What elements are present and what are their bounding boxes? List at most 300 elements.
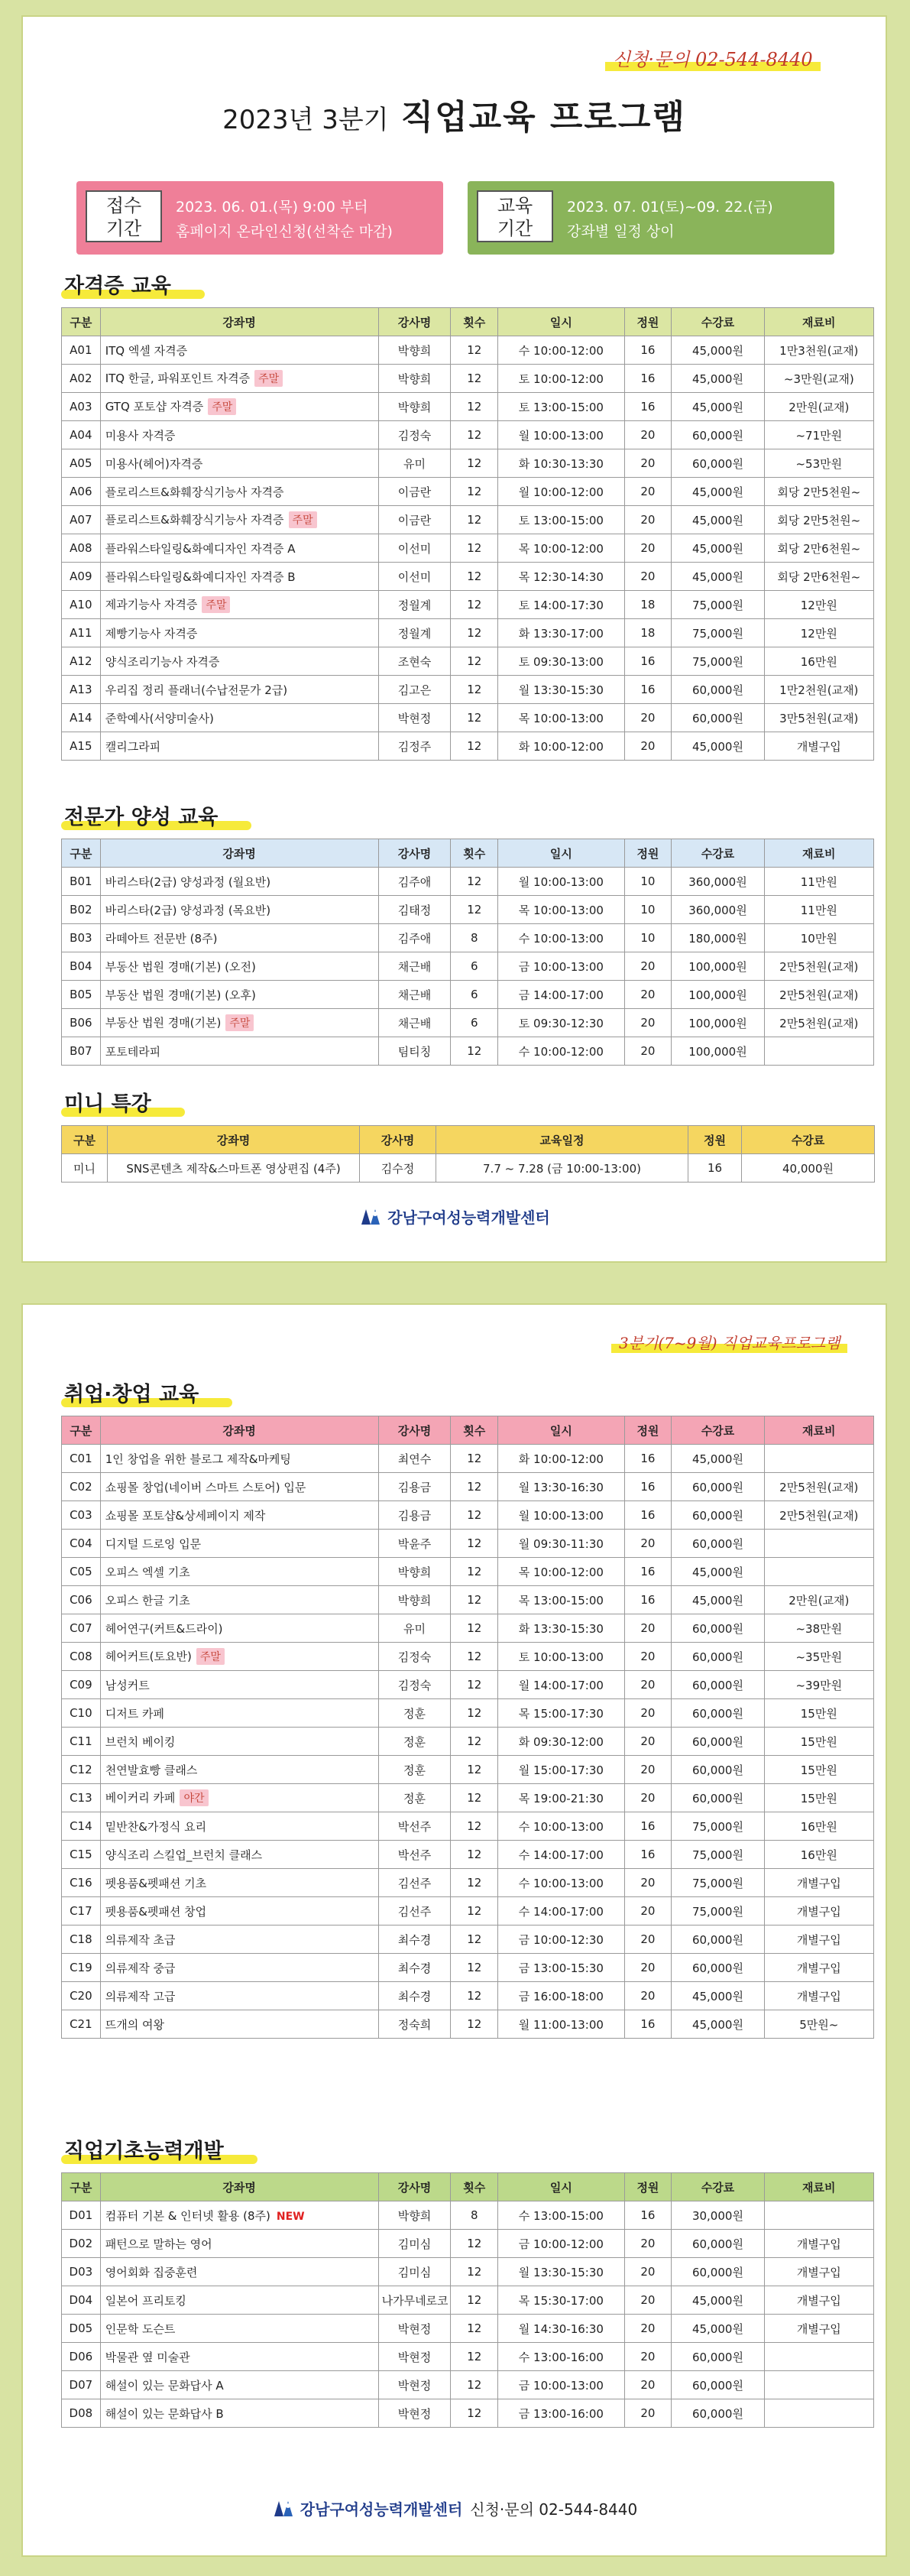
table-cell: 20	[624, 1643, 672, 1671]
table-row	[62, 981, 874, 1009]
course-name: 패턴으로 말하는 영어	[105, 2237, 212, 2251]
table-cell: 16	[624, 393, 672, 421]
table-cell: 11만원	[764, 868, 873, 896]
schedule-tag: 주말	[196, 1648, 225, 1665]
table-cell: 20	[624, 2343, 672, 2371]
table-cell: 수 10:00-13:00	[498, 924, 624, 952]
table-cell: C04	[62, 1530, 101, 1558]
table-cell: 360,000원	[672, 868, 764, 896]
table-cell: 이선미	[378, 534, 451, 563]
table-cell: 100,000원	[672, 952, 764, 981]
registration-method: 홈페이지 온라인신청(선착순 마감)	[176, 223, 393, 240]
cert-table	[61, 307, 874, 761]
job-table	[61, 1416, 874, 2039]
table-cell: 화 10:00-12:00	[498, 1445, 624, 1473]
column-header: 구분	[62, 839, 101, 868]
table-row	[62, 619, 874, 647]
org-logo-icon	[358, 1206, 383, 1231]
table-cell: A06	[62, 478, 101, 506]
table-cell: 16만원	[764, 1841, 873, 1869]
table-cell	[100, 449, 378, 478]
table-cell: 금 10:00-12:30	[498, 1926, 624, 1954]
table-row	[62, 393, 874, 421]
column-header: 수강료	[742, 1126, 875, 1154]
table-cell: 김수정	[360, 1154, 436, 1183]
table-cell: 20	[624, 506, 672, 534]
table-cell: 45,000원	[672, 1558, 764, 1586]
course-name: 1인 창업을 위한 블로그 제작&마케팅	[105, 1452, 291, 1466]
table-cell: 월 10:00-13:00	[498, 868, 624, 896]
table-cell: C02	[62, 1473, 101, 1501]
table-cell: 20	[624, 1926, 672, 1954]
table-cell	[100, 1037, 378, 1066]
table-cell: 목 19:00-21:30	[498, 1784, 624, 1812]
footer-org: 강남구여성능력개발센터	[300, 2500, 463, 2519]
table-cell: 20	[624, 534, 672, 563]
table-cell	[100, 1009, 378, 1037]
table-cell: 회당 2만6천원~	[764, 563, 873, 591]
table-cell	[100, 591, 378, 619]
table-cell: 금 10:00-12:00	[498, 2230, 624, 2258]
table-cell: 김주애	[378, 924, 451, 952]
table-cell: 12	[451, 2343, 498, 2371]
table-cell: 10	[624, 868, 672, 896]
table-cell: 60,000원	[672, 676, 764, 704]
table-cell	[100, 1926, 378, 1954]
course-name: 오피스 엑셀 기초	[105, 1565, 190, 1579]
table-cell: 45,000원	[672, 2315, 764, 2343]
table-cell: 박현정	[378, 2343, 451, 2371]
table-cell: 15만원	[764, 1699, 873, 1728]
table-row	[62, 534, 874, 563]
table-cell: 월 14:00-17:00	[498, 1671, 624, 1699]
table-cell: 2만5천원(교재)	[764, 981, 873, 1009]
table-cell: D04	[62, 2286, 101, 2315]
table-cell: 조현숙	[378, 647, 451, 676]
table-cell: 이금란	[378, 478, 451, 506]
table-cell: C21	[62, 2010, 101, 2039]
table-cell: A08	[62, 534, 101, 563]
table-cell: 개별구입	[764, 1869, 873, 1897]
table-cell: 금 16:00-18:00	[498, 1982, 624, 2010]
table-cell	[764, 1530, 873, 1558]
table-row	[62, 1728, 874, 1756]
table-cell: 16만원	[764, 647, 873, 676]
table-cell: 토 10:00-12:00	[498, 365, 624, 393]
table-cell: 8	[451, 924, 498, 952]
table-cell	[100, 2230, 378, 2258]
table-cell: 12	[451, 2258, 498, 2286]
mini-table	[61, 1125, 875, 1183]
column-header: 일시	[498, 1416, 624, 1445]
table-cell	[100, 506, 378, 534]
table-cell: 60,000원	[672, 704, 764, 732]
table-row	[62, 2201, 874, 2230]
table-cell: 60,000원	[672, 2230, 764, 2258]
table-cell: 12	[451, 1501, 498, 1530]
table-cell: 수 10:00-12:00	[498, 336, 624, 365]
table-cell: 12	[451, 1926, 498, 1954]
table-cell: 김고은	[378, 676, 451, 704]
table-cell: 20	[624, 2399, 672, 2428]
course-name: 캘리그라피	[105, 739, 161, 754]
table-cell: 박선주	[378, 1812, 451, 1841]
footer	[23, 1205, 886, 1231]
table-cell: C06	[62, 1586, 101, 1614]
table-row	[62, 1841, 874, 1869]
table-cell: 김주애	[378, 868, 451, 896]
table-cell: 목 10:00-13:00	[498, 896, 624, 924]
table-cell: 45,000원	[672, 1586, 764, 1614]
column-header: 구분	[62, 1416, 101, 1445]
table-cell: 10	[624, 924, 672, 952]
table-cell: 12	[451, 1037, 498, 1066]
section-title-mini: 미니 특강	[61, 1087, 154, 1117]
table-cell	[100, 676, 378, 704]
course-name: 베이커리 카페	[105, 1791, 176, 1805]
column-header: 강사명	[360, 1126, 436, 1154]
column-header: 횟수	[451, 2173, 498, 2201]
table-cell	[100, 1841, 378, 1869]
table-cell: 금 13:00-15:30	[498, 1954, 624, 1982]
table-cell: 수 13:00-15:00	[498, 2201, 624, 2230]
table-cell	[764, 1445, 873, 1473]
table-cell: 수 14:00-17:00	[498, 1841, 624, 1869]
table-row	[62, 1897, 874, 1926]
table-cell: 75,000원	[672, 591, 764, 619]
table-cell: 금 10:00-13:00	[498, 2371, 624, 2399]
table-cell: 12	[451, 506, 498, 534]
table-cell: 12	[451, 868, 498, 896]
table-row	[62, 1009, 874, 1037]
course-name: 부동산 법원 경매(기본)	[105, 1016, 222, 1030]
table-cell: 12	[451, 563, 498, 591]
table-row	[62, 478, 874, 506]
table-cell: 12	[451, 421, 498, 449]
table-cell: 박향희	[378, 1558, 451, 1586]
table-cell: 12	[451, 393, 498, 421]
column-header: 일시	[498, 308, 624, 336]
table-cell: A09	[62, 563, 101, 591]
table-cell: 12	[451, 2286, 498, 2315]
table-cell: 수 10:00-12:00	[498, 1037, 624, 1066]
course-name: 라떼아트 전문반 (8주)	[105, 931, 218, 946]
table-cell: B05	[62, 981, 101, 1009]
table-cell: 20	[624, 1869, 672, 1897]
table-cell: D03	[62, 2258, 101, 2286]
table-cell: 12	[451, 1530, 498, 1558]
table-cell: 12	[451, 1784, 498, 1812]
table-cell: 월 10:00-13:00	[498, 421, 624, 449]
table-cell: 16	[624, 1586, 672, 1614]
table-cell: SNS콘텐츠 제작&스마트폰 영상편집 (4주)	[108, 1154, 360, 1183]
table-cell: 45,000원	[672, 1445, 764, 1473]
column-header: 정원	[688, 1126, 742, 1154]
table-cell: 개별구입	[764, 2258, 873, 2286]
table-cell: 목 15:30-17:00	[498, 2286, 624, 2315]
table-cell: 20	[624, 2230, 672, 2258]
table-cell: 12	[451, 732, 498, 761]
course-name: 인문학 도슨트	[105, 2321, 176, 2336]
table-cell: 토 13:00-15:00	[498, 393, 624, 421]
table-cell: 20	[624, 2371, 672, 2399]
table-cell: C09	[62, 1671, 101, 1699]
table-cell: 토 13:00-15:00	[498, 506, 624, 534]
table-cell: 김미심	[378, 2258, 451, 2286]
table-cell: 16	[624, 2010, 672, 2039]
table-cell	[764, 1558, 873, 1586]
table-cell: 김정숙	[378, 421, 451, 449]
table-cell: D01	[62, 2201, 101, 2230]
column-header: 재료비	[764, 308, 873, 336]
table-cell	[100, 1699, 378, 1728]
table-cell: 김정주	[378, 732, 451, 761]
table-cell: 60,000원	[672, 1954, 764, 1982]
table-cell: 16	[624, 647, 672, 676]
table-cell: 12만원	[764, 591, 873, 619]
table-row	[62, 1445, 874, 1473]
table-cell: 수 10:00-13:00	[498, 1869, 624, 1897]
table-cell	[100, 1784, 378, 1812]
column-header: 구분	[62, 308, 101, 336]
course-name: 미용사(헤어)자격증	[105, 456, 203, 471]
table-cell: 12	[451, 591, 498, 619]
table-cell: 12	[451, 1869, 498, 1897]
schedule-tag: 주말	[202, 596, 230, 613]
table-cell: 60,000원	[672, 2343, 764, 2371]
table-cell: 60,000원	[672, 2399, 764, 2428]
table-cell: 금 13:00-16:00	[498, 2399, 624, 2428]
table-cell: 45,000원	[672, 563, 764, 591]
table-cell: 월 13:30-15:30	[498, 676, 624, 704]
table-cell: 40,000원	[742, 1154, 875, 1183]
table-row	[62, 1756, 874, 1784]
table-cell: 12	[451, 2230, 498, 2258]
table-cell: 12	[451, 478, 498, 506]
table-cell: C07	[62, 1614, 101, 1643]
course-name: 펫용품&펫패션 창업	[105, 1904, 207, 1919]
table-cell: 15만원	[764, 1756, 873, 1784]
table-cell	[100, 2399, 378, 2428]
table-cell	[100, 1756, 378, 1784]
table-cell: A15	[62, 732, 101, 761]
education-label: 교육 기간	[477, 190, 553, 242]
schedule-tag: 주말	[289, 511, 317, 528]
table-cell: 월 09:30-11:30	[498, 1530, 624, 1558]
table-cell: 12	[451, 1897, 498, 1926]
table-cell: A14	[62, 704, 101, 732]
footer-2	[23, 2497, 886, 2523]
table-cell: 20	[624, 2315, 672, 2343]
table-cell: 45,000원	[672, 365, 764, 393]
table-cell: 개별구입	[764, 1982, 873, 2010]
table-cell: C12	[62, 1756, 101, 1784]
course-name: 우리집 정리 플래너(수납전문가 2급)	[105, 683, 288, 697]
table-row	[62, 365, 874, 393]
contact-note: 신청·문의 02-544-8440	[605, 43, 821, 73]
course-name: 해설이 있는 문화답사 B	[105, 2406, 224, 2421]
table-cell: 6	[451, 952, 498, 981]
table-cell: 20	[624, 1037, 672, 1066]
table-cell: 6	[451, 981, 498, 1009]
footer-contact: 신청·문의 02-544-8440	[470, 2500, 638, 2519]
table-cell: 12	[451, 619, 498, 647]
table-cell: 100,000원	[672, 1009, 764, 1037]
table-cell	[100, 336, 378, 365]
table-cell: 60,000원	[672, 1614, 764, 1643]
course-name: 제빵기능사 자격증	[105, 626, 198, 641]
column-header: 강사명	[378, 839, 451, 868]
course-name: 부동산 법원 경매(기본) (오전)	[105, 959, 256, 974]
table-cell	[100, 647, 378, 676]
table-cell: 3만5천원(교재)	[764, 704, 873, 732]
table-cell: A05	[62, 449, 101, 478]
section-title-basic: 직업기초능력개발	[61, 2134, 227, 2164]
table-cell: 목 10:00-12:00	[498, 1558, 624, 1586]
table-cell: 16	[624, 1812, 672, 1841]
basic-table	[61, 2172, 874, 2428]
table-cell	[100, 619, 378, 647]
table-cell: 10	[624, 896, 672, 924]
table-cell	[100, 2343, 378, 2371]
table-cell: ~71만원	[764, 421, 873, 449]
table-cell: 60,000원	[672, 1699, 764, 1728]
table-cell: 12	[451, 704, 498, 732]
course-name: 양식조리기능사 자격증	[105, 654, 220, 669]
table-cell: 45,000원	[672, 506, 764, 534]
course-name: 오피스 한글 기초	[105, 1593, 190, 1608]
table-cell: 20	[624, 1954, 672, 1982]
table-cell	[100, 1982, 378, 2010]
table-cell: 20	[624, 1530, 672, 1558]
table-cell: A11	[62, 619, 101, 647]
table-cell: ~53만원	[764, 449, 873, 478]
table-cell: 박현정	[378, 2315, 451, 2343]
table-row	[62, 2315, 874, 2343]
course-name: 밑반찬&가정식 요리	[105, 1819, 207, 1834]
course-name: 뜨개의 여왕	[105, 2017, 164, 2032]
table-cell: 20	[624, 704, 672, 732]
course-name: 양식조리 스킬업_브런치 클래스	[105, 1848, 263, 1862]
table-cell	[100, 365, 378, 393]
table-cell: B02	[62, 896, 101, 924]
table-cell: 20	[624, 2286, 672, 2315]
column-header: 일시	[498, 2173, 624, 2201]
table-cell: 개별구입	[764, 1954, 873, 1982]
course-name: 바리스타(2급) 양성과정 (월요반)	[105, 874, 271, 889]
table-cell: 월 14:30-16:30	[498, 2315, 624, 2343]
column-header: 수강료	[672, 1416, 764, 1445]
course-name: 남성커트	[105, 1678, 150, 1692]
table-row	[62, 1037, 874, 1066]
table-cell: 박향희	[378, 365, 451, 393]
table-cell: 20	[624, 1671, 672, 1699]
table-cell: 75,000원	[672, 647, 764, 676]
table-cell	[100, 704, 378, 732]
column-header: 재료비	[764, 2173, 873, 2201]
table-cell: 12	[451, 1558, 498, 1586]
table-cell: 18	[624, 619, 672, 647]
table-cell	[764, 2201, 873, 2230]
table-cell: 16	[624, 676, 672, 704]
table-row	[62, 647, 874, 676]
schedule-tag: 주말	[208, 398, 236, 415]
table-cell: A10	[62, 591, 101, 619]
table-cell	[764, 2371, 873, 2399]
table-row	[62, 1558, 874, 1586]
table-cell: 토 14:00-17:30	[498, 591, 624, 619]
table-cell	[100, 2010, 378, 2039]
table-cell	[100, 534, 378, 563]
table-cell: 박윤주	[378, 1530, 451, 1558]
column-header: 강좌명	[100, 2173, 378, 2201]
table-row	[62, 952, 874, 981]
expert-table	[61, 839, 874, 1066]
table-cell: 45,000원	[672, 1982, 764, 2010]
header-row	[62, 839, 874, 868]
table-cell: 박향희	[378, 393, 451, 421]
table-cell: 박향희	[378, 1586, 451, 1614]
table-cell: C15	[62, 1841, 101, 1869]
course-name: 디지털 드로잉 입문	[105, 1536, 202, 1551]
course-name: 영어회화 집중훈련	[105, 2265, 198, 2279]
table-cell: 회당 2만6천원~	[764, 534, 873, 563]
table-cell: 20	[624, 1614, 672, 1643]
table-cell: 12	[451, 2315, 498, 2343]
table-cell: C01	[62, 1445, 101, 1473]
schedule-tag: 주말	[254, 370, 283, 387]
column-header: 정원	[624, 308, 672, 336]
table-cell: 75,000원	[672, 1897, 764, 1926]
table-cell: 20	[624, 1009, 672, 1037]
table-cell: 180,000원	[672, 924, 764, 952]
table-cell: 김선주	[378, 1897, 451, 1926]
table-cell: 최수경	[378, 1982, 451, 2010]
table-cell: D06	[62, 2343, 101, 2371]
table-cell: 20	[624, 2258, 672, 2286]
schedule-tag: 주말	[225, 1014, 254, 1031]
table-cell	[100, 2286, 378, 2315]
table-cell: 이금란	[378, 506, 451, 534]
table-cell: 금 10:00-13:00	[498, 952, 624, 981]
table-cell: 20	[624, 421, 672, 449]
table-cell	[100, 896, 378, 924]
table-cell: 7.7 ~ 7.28 (금 10:00-13:00)	[436, 1154, 688, 1183]
table-cell	[100, 2315, 378, 2343]
table-row	[62, 1154, 875, 1183]
table-cell: 20	[624, 952, 672, 981]
table-cell: 수 10:00-13:00	[498, 1812, 624, 1841]
table-cell: 20	[624, 449, 672, 478]
table-cell: 60,000원	[672, 2371, 764, 2399]
registration-label: 접수 기간	[86, 190, 162, 242]
column-header: 정원	[624, 2173, 672, 2201]
table-row	[62, 1530, 874, 1558]
table-cell: 16	[624, 1501, 672, 1530]
table-cell: 75,000원	[672, 1812, 764, 1841]
course-name: 포토테라피	[105, 1044, 161, 1059]
table-row	[62, 591, 874, 619]
table-cell	[100, 1897, 378, 1926]
table-cell: C05	[62, 1558, 101, 1586]
table-cell: B03	[62, 924, 101, 952]
table-cell: 45,000원	[672, 2010, 764, 2039]
table-cell: 12	[451, 1699, 498, 1728]
table-cell: 60,000원	[672, 1784, 764, 1812]
table-row	[62, 2399, 874, 2428]
table-cell: 12	[451, 1812, 498, 1841]
table-cell	[764, 1037, 873, 1066]
